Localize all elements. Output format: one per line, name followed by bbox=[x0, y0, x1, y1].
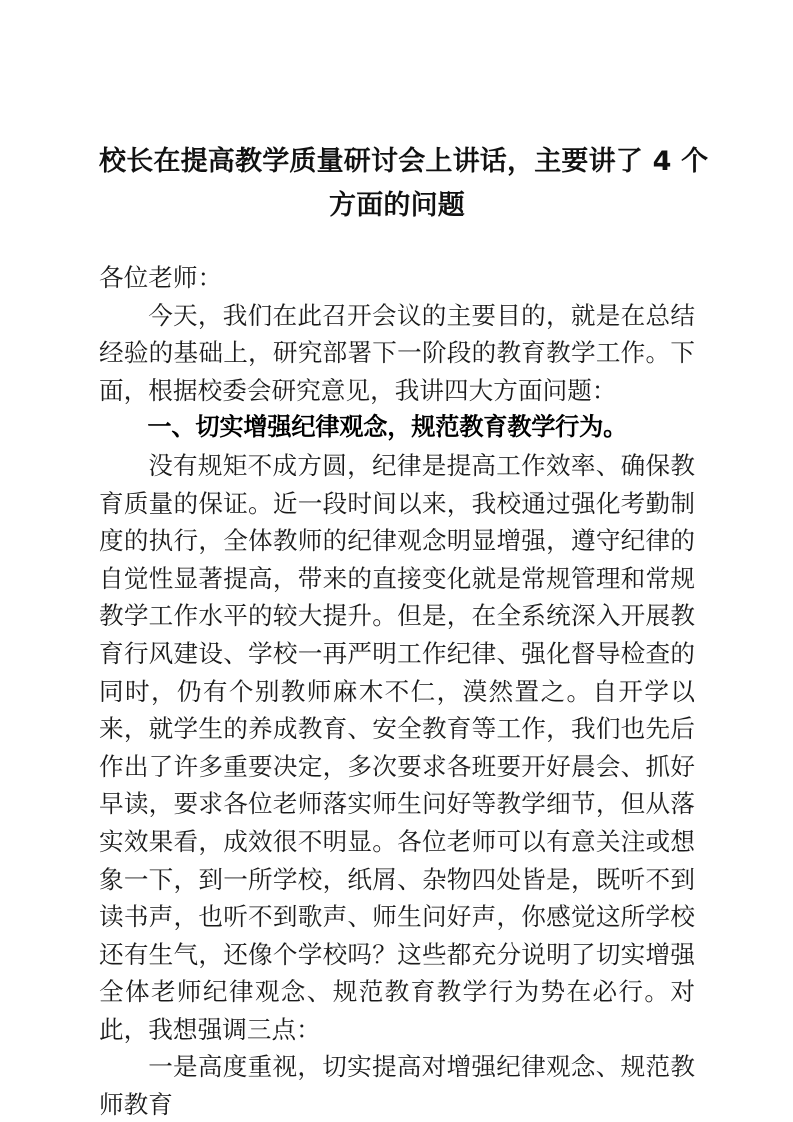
document-body bbox=[99, 259, 695, 1122]
document-content bbox=[99, 0, 709, 1122]
paragraph-body-2: 一是高度重视，切实提高对增强纪律观念、规范教师教育 bbox=[99, 1052, 695, 1120]
page-title-line-1: 校长在提高教学质量研讨会上讲话，主要讲了 4 个 bbox=[99, 146, 709, 177]
section-heading-1: 一、切实增强纪律观念，规范教育教学行为。 bbox=[147, 413, 628, 442]
paragraph-intro: 今天，我们在此召开会议的主要目的，就是在总结经验的基础上，研究部署下一阶段的教育教学工作。下面，根据校委会研究意见，我讲四大方面问题： bbox=[99, 300, 695, 405]
salutation: 各位老师： bbox=[99, 263, 223, 292]
paragraph-body-1: 没有规矩不成方圆，纪律是提高工作效率、确保教育质量的保证。近一段时间以来，我校通过强化考勤制度的执行，全体教师的纪律观念明显增强，遵守纪律的自觉性显著提高，带来的直接变化就是常规管理和常规教学工作水平的较大提升。但是，在全系统深入开展教育行风建设、学校一再严明工作纪律、强化督导检查的同时，仍有个别教师麻木不仁，漠然置之。自开学以来，就学生的养成教育、安全教育等工作，我们也先后作出了许多重要决定，多次要求各班要开好晨会、抓好早读，要求各位老师落实师生问好等教学细节，但从落实效果看，成效很不明显。各位老师可以有意关注或想象一下，到一所学校，纸屑、杂物四处皆是，既听不到读书声，也听不到歌声、师生问好声，你感觉这所学校还有生气，还像个学校吗？这些都充分说明了切实增强全体老师纪律观念、规范教育教学行为势在必行。对此，我想强调三点： bbox=[99, 450, 695, 1044]
page-title bbox=[99, 0, 709, 228]
page-title-line-2: 方面的问题 bbox=[329, 190, 465, 221]
